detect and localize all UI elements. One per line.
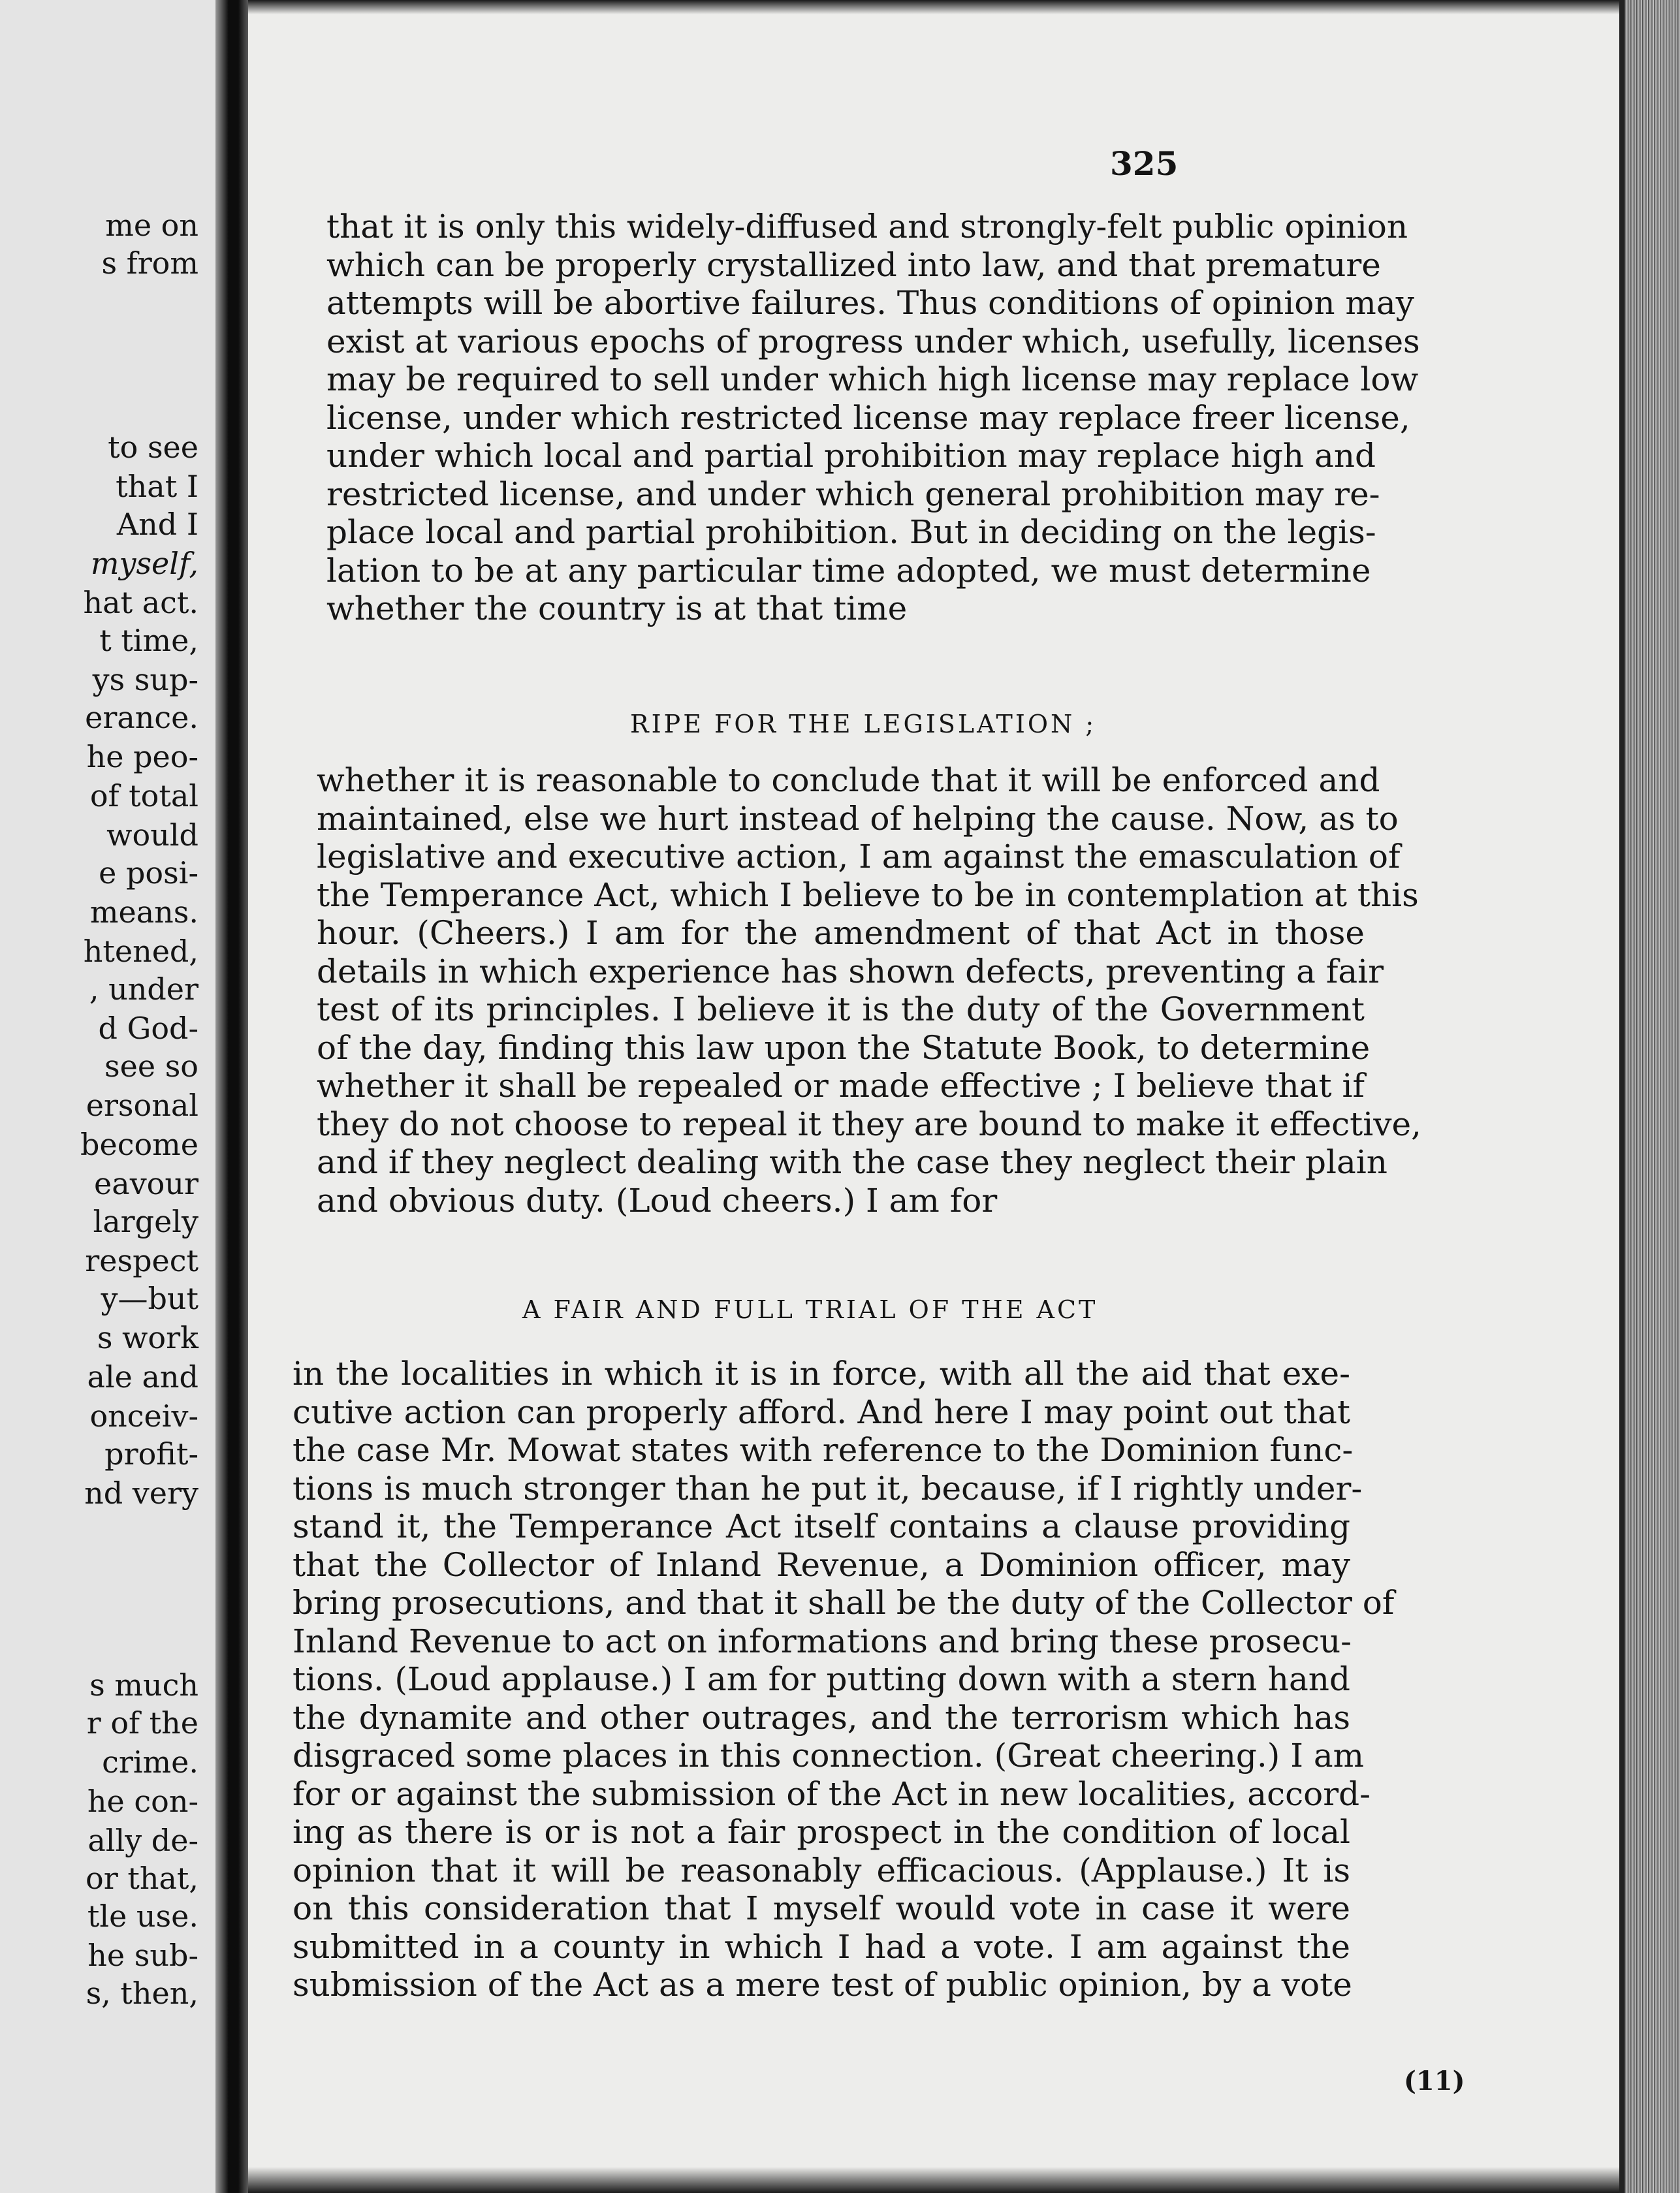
left-page-fragment: And I bbox=[116, 507, 198, 542]
left-page-fragment: r of the bbox=[86, 1705, 198, 1741]
left-page-fragment: or that, bbox=[86, 1861, 198, 1896]
page-bottom-shadow bbox=[248, 2167, 1625, 2193]
text-line: hour. (Cheers.) I am for the amendment of that Act in those bbox=[317, 914, 1365, 952]
left-page-fragment: he con- bbox=[87, 1784, 198, 1819]
text-line: legislative and executive action, I am against the emasculation of bbox=[317, 838, 1401, 876]
paragraph-2 bbox=[317, 761, 1421, 1220]
left-page-fragment: ersonal bbox=[86, 1088, 198, 1123]
left-page-fragment: htened, bbox=[83, 934, 198, 969]
text-line: in the localities in which it is in force, with all the aid that exe- bbox=[293, 1355, 1350, 1393]
text-line: under which local and partial prohibition may replace high and bbox=[326, 437, 1376, 475]
text-line: maintained, else we hurt instead of helping the cause. Now, as to bbox=[317, 799, 1399, 838]
book-page bbox=[248, 0, 1625, 2193]
left-page-fragment: he peo- bbox=[86, 739, 198, 774]
left-page-fragment: see so bbox=[104, 1049, 198, 1084]
left-page-fragment: that I bbox=[116, 469, 198, 504]
section-heading-ripe: RIPE FOR THE LEGISLATION ; bbox=[630, 710, 1097, 738]
left-page-fragment: t time, bbox=[99, 623, 198, 658]
left-page-fragment: he sub- bbox=[87, 1938, 198, 1973]
section-heading-fair-trial: A FAIR AND FULL TRIAL OF THE ACT bbox=[522, 1295, 1098, 1324]
left-page-fragment: of total bbox=[89, 778, 198, 813]
text-line: opinion that it will be reasonably efficacious. (Applause.) It is bbox=[293, 1851, 1350, 1889]
left-page-fragment: profit- bbox=[104, 1436, 198, 1472]
left-page-fragment: d God- bbox=[98, 1011, 198, 1046]
text-line: may be required to sell under which high license may replace low bbox=[326, 360, 1419, 398]
text-line: that the Collector of Inland Revenue, a Dominion officer, may bbox=[293, 1545, 1350, 1584]
text-line: which can be properly crystallized into law, and that premature bbox=[326, 245, 1381, 284]
left-page-fragment: s from bbox=[101, 245, 198, 281]
text-line: stand it, the Temperance Act itself contains a clause providing bbox=[293, 1507, 1350, 1545]
left-page-fragment: ys sup- bbox=[92, 662, 198, 697]
left-page-fragment: hat act. bbox=[83, 585, 198, 620]
text-line: of the day, finding this law upon the Statute Book, to determine bbox=[317, 1028, 1371, 1067]
left-page-fragment: me on bbox=[105, 208, 198, 243]
text-line: submitted in a county in which I had a vote. I am against the bbox=[293, 1927, 1350, 1966]
text-line: exist at various epochs of progress under which, usefully, licenses bbox=[326, 322, 1420, 360]
signature-mark: (11) bbox=[1404, 2066, 1465, 2096]
text-line: whether it shall be repealed or made effective ; I believe that if bbox=[317, 1067, 1365, 1105]
text-line: the Temperance Act, which I believe to be in contemplation at this bbox=[317, 876, 1419, 914]
text-line: bring prosecutions, and that it shall be the duty of the Collector of bbox=[293, 1584, 1395, 1622]
left-page-fragment: ale and bbox=[87, 1359, 198, 1395]
paragraph-1 bbox=[326, 208, 1420, 628]
left-page-fragment: ally de- bbox=[87, 1823, 198, 1858]
text-line: the dynamite and other outrages, and the terrorism which has bbox=[293, 1698, 1350, 1737]
text-line: license, under which restricted license may replace freer license, bbox=[326, 398, 1410, 437]
left-page-fragment: myself, bbox=[90, 546, 198, 581]
text-line: tions. (Loud applause.) I am for putting down with a stern hand bbox=[293, 1660, 1350, 1698]
text-line: attempts will be abortive failures. Thus conditions of opinion may bbox=[326, 284, 1414, 322]
text-line: whether it is reasonable to conclude that it will be enforced and bbox=[317, 761, 1380, 799]
text-line: place local and partial prohibition. But in deciding on the legis- bbox=[326, 513, 1376, 551]
text-line: submission of the Act as a mere test of public opinion, by a vote bbox=[293, 1966, 1352, 2004]
left-page-fragment: y—but bbox=[101, 1281, 198, 1316]
left-page-fragment: respect bbox=[85, 1243, 198, 1278]
text-line: tions is much stronger than he put it, because, if I rightly under- bbox=[293, 1469, 1363, 1507]
text-line: restricted license, and under which general prohibition may re- bbox=[326, 475, 1380, 513]
left-page-fragment: largely bbox=[93, 1204, 198, 1239]
text-line: they do not choose to repeal it they are bound to make it effective, bbox=[317, 1105, 1421, 1143]
left-page-fragment: e posi- bbox=[99, 855, 198, 891]
left-page-fragment: would bbox=[106, 817, 198, 853]
left-page-fragment: , under bbox=[89, 971, 198, 1007]
left-page-fragment: s much bbox=[89, 1667, 198, 1703]
left-page-fragment: become bbox=[80, 1127, 198, 1162]
text-line: cutive action can properly afford. And here I may point out that bbox=[293, 1393, 1350, 1431]
text-line: and if they neglect dealing with the case they neglect their plain bbox=[317, 1143, 1387, 1181]
left-page-fragment: erance. bbox=[85, 700, 198, 735]
text-line: for or against the submission of the Act in new localities, accord- bbox=[293, 1775, 1371, 1813]
book-fore-edge bbox=[1625, 0, 1680, 2193]
text-line: and obvious duty. (Loud cheers.) I am for bbox=[317, 1181, 998, 1220]
previous-page-strip bbox=[0, 0, 215, 2193]
text-line: ing as there is or is not a fair prospect in the condition of local bbox=[293, 1813, 1350, 1851]
book-gutter bbox=[215, 0, 248, 2193]
left-page-fragment: onceiv- bbox=[89, 1398, 198, 1434]
text-line: the case Mr. Mowat states with reference to the Dominion func- bbox=[293, 1431, 1354, 1469]
page-top-shadow bbox=[248, 0, 1625, 14]
left-page-fragment: eavour bbox=[94, 1166, 198, 1201]
text-line: disgraced some places in this connection. (Great cheering.) I am bbox=[293, 1737, 1365, 1775]
text-line: details in which experience has shown defects, preventing a fair bbox=[317, 952, 1384, 990]
text-line: lation to be at any particular time adopted, we must determine bbox=[326, 551, 1371, 590]
text-line: that it is only this widely-diffused and strongly-felt public opinion bbox=[326, 208, 1408, 245]
left-page-fragment: crime. bbox=[102, 1744, 198, 1780]
left-page-fragment: means. bbox=[89, 894, 198, 930]
left-page-fragment: to see bbox=[108, 430, 198, 465]
left-page-fragment: tle use. bbox=[87, 1899, 198, 1934]
left-page-fragment: s work bbox=[97, 1320, 198, 1355]
paragraph-3 bbox=[293, 1355, 1395, 2004]
text-line: test of its principles. I believe it is the duty of the Government bbox=[317, 990, 1365, 1028]
left-page-fragment: nd very bbox=[84, 1475, 198, 1511]
left-page-fragment: s, then, bbox=[86, 1976, 198, 2011]
text-line: whether the country is at that time bbox=[326, 590, 908, 627]
page-number: 325 bbox=[1110, 144, 1179, 183]
text-line: on this consideration that I myself would vote in case it were bbox=[293, 1889, 1350, 1927]
text-line: Inland Revenue to act on informations and bring these prosecu- bbox=[293, 1622, 1352, 1660]
